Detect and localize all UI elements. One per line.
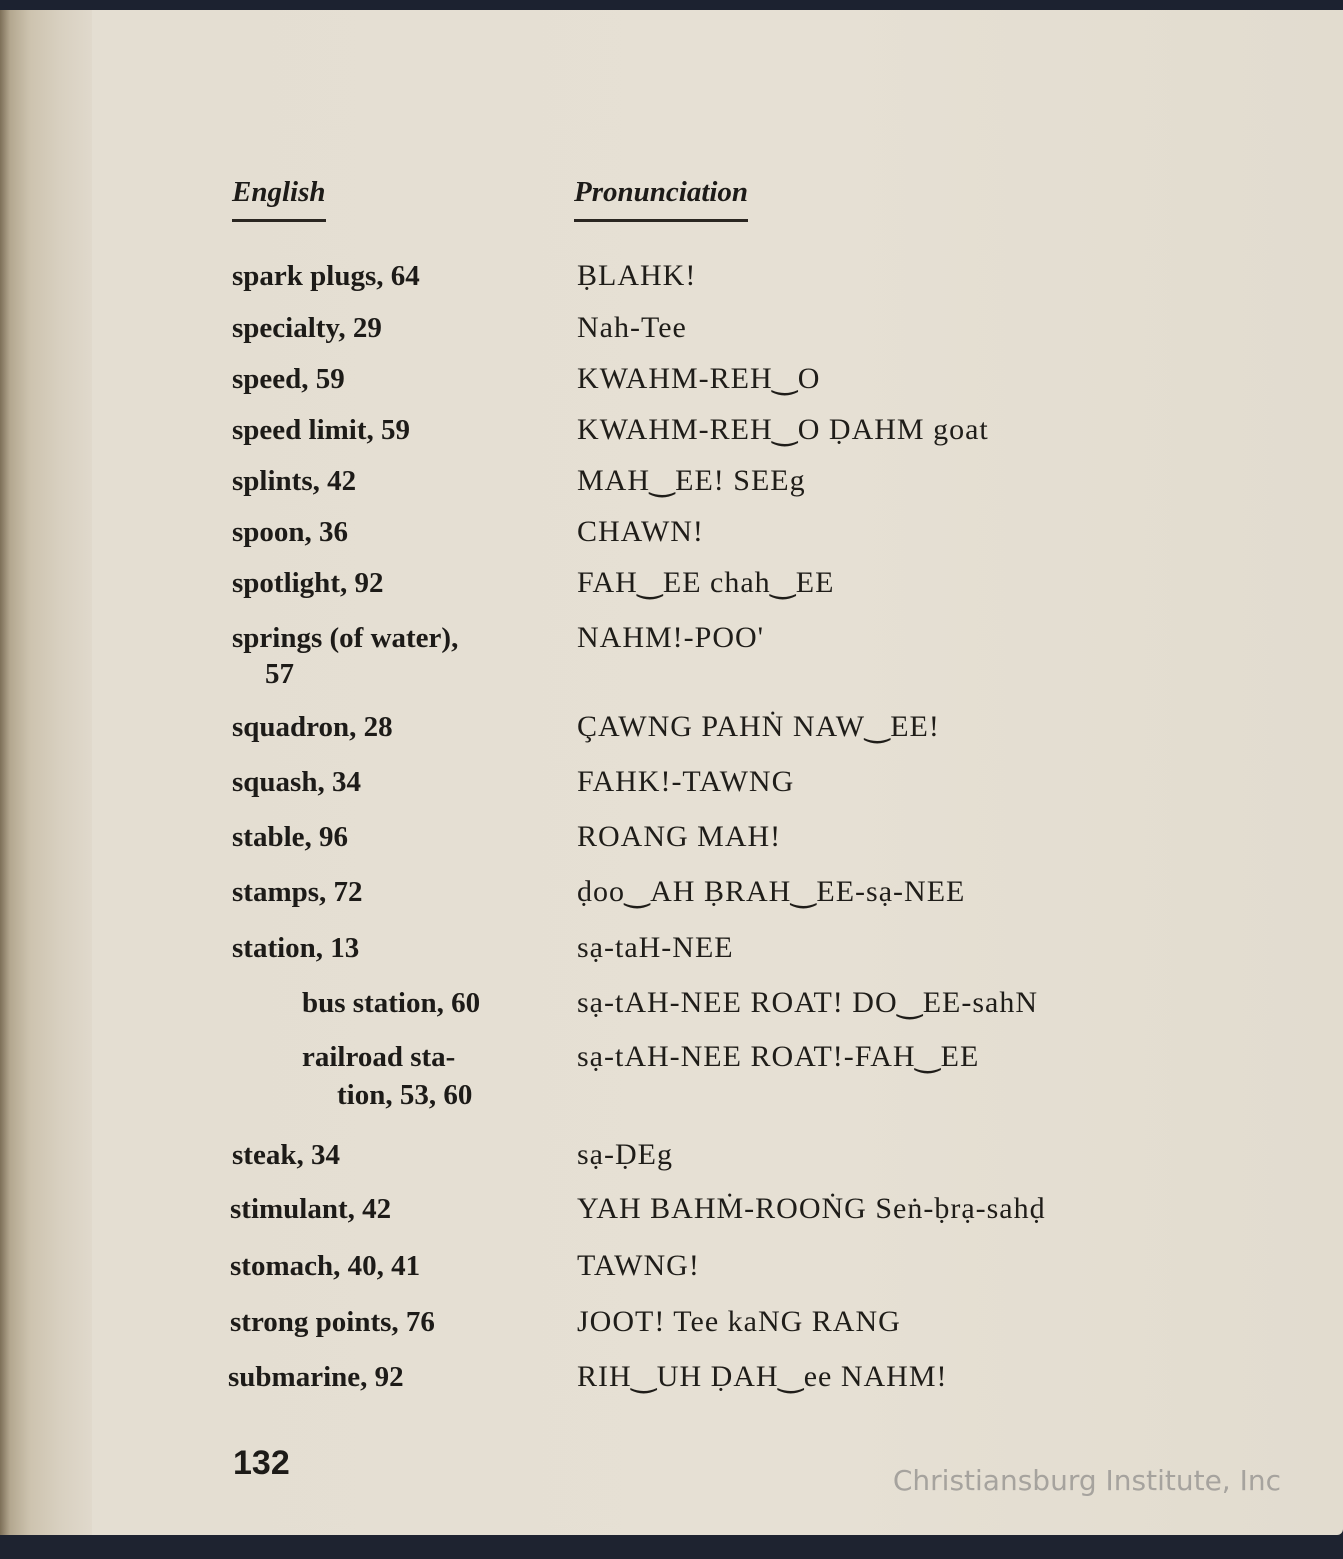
english-term: speed, 59: [232, 363, 345, 395]
english-term: squadron, 28: [232, 711, 393, 743]
pronunciation: sạ-tAH-NEE ROAT!-FAH‿EE: [577, 1040, 980, 1073]
english-term: splints, 42: [232, 465, 357, 497]
english-term: station, 13: [232, 932, 360, 964]
pronunciation: FAH‿EE chah‿EE: [577, 566, 835, 599]
pronunciation: ÇAWNG PAHṄ NAW‿EE!: [577, 710, 940, 743]
pronunciation: CHAWN!: [577, 515, 704, 548]
english-term: squash, 34: [232, 766, 361, 798]
english-term-continuation: tion, 53, 60: [337, 1079, 473, 1111]
english-term: springs (of water),: [232, 622, 459, 654]
background-band: [0, 0, 1343, 10]
pronunciation: sạ-taH-NEE: [577, 931, 734, 964]
english-subterm: railroad sta-: [302, 1041, 456, 1073]
english-term: steak, 34: [232, 1139, 340, 1171]
pronunciation: ḍoo‿AH ḄRAH‿EE-sạ-NEE: [577, 875, 966, 908]
english-term: submarine, 92: [228, 1361, 404, 1393]
book-spine: [0, 0, 92, 1535]
pronunciation: Nah-Tee: [577, 311, 687, 344]
pronunciation: ḄLAHK!: [577, 259, 697, 292]
english-term: spotlight, 92: [232, 567, 384, 599]
pronunciation-column-header: Pronunciation: [574, 176, 748, 222]
pronunciation: YAH BAHṀ-ROOṄG Seṅ-ḅrạ-sahḍ: [577, 1192, 1046, 1225]
english-term: spark plugs, 64: [232, 260, 420, 292]
pronunciation: NAHM!-POO': [577, 621, 765, 654]
english-term-continuation: 57: [265, 658, 294, 690]
english-term: stomach, 40, 41: [230, 1250, 421, 1282]
pronunciation: RIH‿UH ḌAH‿ee NAHM!: [577, 1360, 948, 1393]
english-column-header: English: [232, 176, 326, 222]
pronunciation: KWAHM-REH‿O: [577, 362, 821, 395]
pronunciation: MAH‿EE! SEEg: [577, 464, 806, 497]
pronunciation: sạ-tAH-NEE ROAT! DO‿EE-sahN: [577, 986, 1039, 1019]
english-term: spoon, 36: [232, 516, 349, 548]
english-term: stable, 96: [232, 821, 348, 853]
pronunciation: KWAHM-REH‿O ḌAHM goat: [577, 413, 989, 446]
pronunciation: sạ-ḌEg: [577, 1138, 673, 1171]
pronunciation: FAHK!-TAWNG: [577, 765, 795, 798]
english-term: specialty, 29: [232, 312, 382, 344]
pronunciation: ROANG MAH!: [577, 820, 782, 853]
watermark: Christiansburg Institute, Inc: [892, 1464, 1281, 1497]
pronunciation: TAWNG!: [577, 1249, 700, 1282]
english-term: stimulant, 42: [230, 1193, 392, 1225]
page-number: 132: [233, 1444, 290, 1482]
pronunciation: JOOT! Tee kaNG RANG: [577, 1305, 901, 1338]
english-term: strong points, 76: [230, 1306, 435, 1338]
english-term: speed limit, 59: [232, 414, 411, 446]
english-subterm: bus station, 60: [302, 987, 481, 1019]
english-term: stamps, 72: [232, 876, 363, 908]
